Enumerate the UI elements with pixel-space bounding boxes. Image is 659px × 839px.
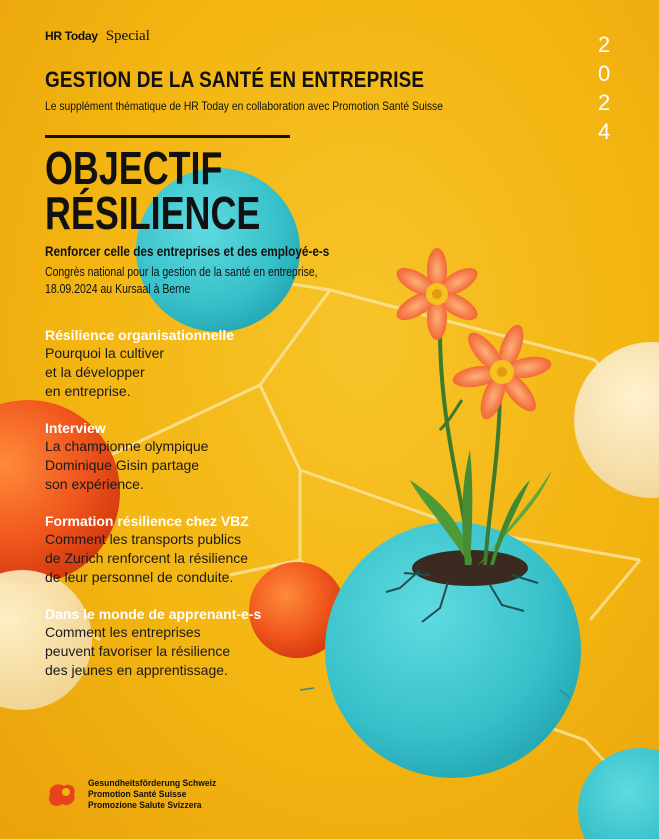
- year-digit: 4: [598, 119, 611, 144]
- topic-item: [45, 419, 335, 494]
- congress-line-1: Congrès national pour la gestion de la santé en entreprise,: [45, 265, 318, 279]
- topic-body: La championne olympique Dominique Gisin partage son expérience.: [45, 438, 209, 492]
- brand-tag: Special: [105, 28, 150, 44]
- headline-line-2: RÉSILIENCE: [45, 187, 261, 239]
- brand-name: HR Today: [45, 29, 98, 43]
- sphere-turquoise-bottom-right: [578, 748, 659, 839]
- sphere-turquoise-pot: [300, 522, 581, 778]
- divider-rule: [45, 135, 290, 138]
- headline: [45, 142, 261, 239]
- year-digit: 2: [598, 90, 611, 115]
- year-digit: 0: [598, 61, 611, 86]
- sphere-cream-right: [574, 342, 659, 498]
- partner-logo-icon: [44, 780, 78, 810]
- congress-info: [45, 264, 318, 298]
- topic-item: [45, 326, 335, 401]
- topic-body: Comment les transports publics de Zurich renforcent la résilience de leur personnel de conduite.: [45, 531, 249, 585]
- partner-name-fr: Promotion Santé Suisse: [88, 789, 187, 800]
- section-subtitle: Le supplément thématique de HR Today en collaboration avec Promotion Santé Suisse: [45, 99, 443, 113]
- subheadline: Renforcer celle des entreprises et des employé-e-s: [45, 243, 330, 259]
- topic-title: Formation résilience chez VBZ: [45, 513, 249, 529]
- year-vertical: [598, 30, 610, 146]
- year-digit: 2: [598, 32, 611, 57]
- topic-title: Dans le monde de apprenant-e-s: [45, 606, 262, 622]
- topic-title: Résilience organisationnelle: [45, 327, 235, 343]
- partner-logo: [44, 778, 231, 811]
- partner-name-de: Gesundheitsförderung Schweiz: [88, 778, 217, 789]
- headline-line-1: OBJECTIF: [45, 142, 223, 194]
- partner-names: [88, 778, 231, 811]
- topic-body: Pourquoi la cultiver et la développer en entreprise.: [45, 345, 165, 399]
- brand-header: [45, 28, 150, 45]
- topic-list: [45, 326, 335, 698]
- topic-item: [45, 605, 335, 680]
- flower-plant: [392, 248, 553, 565]
- topic-body: Comment les entreprises peuvent favoriser la résilience des jeunes en apprentissage.: [45, 624, 231, 678]
- topic-title: Interview: [45, 420, 106, 436]
- partner-name-it: Promozione Salute Svizzera: [88, 800, 202, 811]
- topic-item: [45, 512, 335, 587]
- section-title: GESTION DE LA SANTÉ EN ENTREPRISE: [45, 67, 425, 92]
- congress-line-2: 18.09.2024 au Kursaal à Berne: [45, 282, 191, 296]
